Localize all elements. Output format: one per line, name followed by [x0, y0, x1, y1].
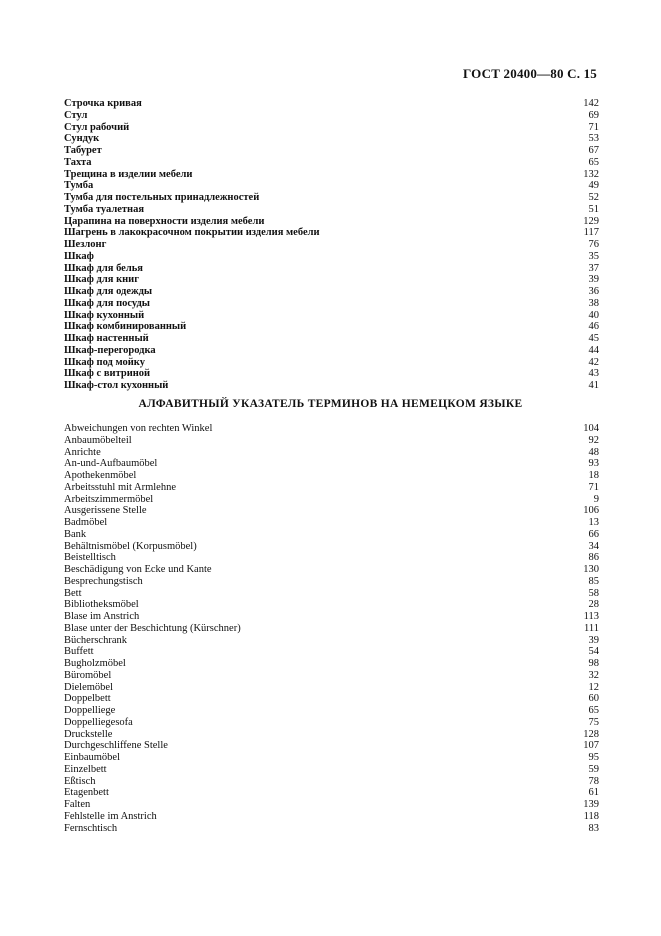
term-text: Bank — [64, 528, 87, 540]
term-number: 132 — [583, 168, 599, 180]
term-number: 93 — [588, 458, 599, 470]
term-number: 142 — [583, 98, 599, 109]
term-text: Шкаф для книг — [64, 274, 139, 286]
list-item — [64, 823, 599, 835]
list-item — [64, 776, 599, 788]
term-text: Шкаф под мойку — [64, 356, 145, 368]
page-header: ГОСТ 20400—80 С. 15 — [463, 66, 597, 81]
term-number: 44 — [588, 344, 599, 356]
list-item — [64, 310, 599, 322]
term-number: 104 — [583, 423, 599, 434]
term-number: 66 — [588, 528, 599, 540]
term-text: Besprechungstisch — [64, 575, 143, 587]
term-text: Шкаф — [64, 250, 94, 262]
term-number: 111 — [584, 622, 599, 634]
term-number: 69 — [588, 109, 599, 121]
list-item — [64, 435, 599, 447]
term-text: Тумба для постельных принадлежностей — [64, 192, 260, 203]
term-number: 18 — [588, 470, 599, 481]
term-number: 117 — [583, 227, 599, 239]
term-number: 59 — [588, 763, 599, 775]
list-item — [64, 576, 599, 588]
term-text: Царапина на поверхности изделия мебели — [64, 215, 265, 227]
list-item — [64, 251, 599, 263]
list-item — [64, 423, 599, 435]
term-number: 128 — [583, 728, 599, 740]
term-number: 41 — [588, 380, 599, 391]
term-text: Anbaumöbelteil — [64, 434, 132, 446]
term-number: 98 — [588, 658, 599, 669]
term-number: 48 — [588, 446, 599, 458]
list-item — [64, 145, 599, 157]
term-number: 37 — [588, 262, 599, 274]
term-text: Тахта — [64, 156, 92, 168]
term-number: 51 — [588, 203, 599, 215]
list-item — [64, 458, 599, 470]
term-number: 38 — [588, 297, 599, 309]
term-text: Шкаф настенный — [64, 333, 149, 344]
term-text: Bibliotheksmöbel — [64, 599, 139, 611]
list-item — [64, 611, 599, 623]
term-number: 130 — [583, 564, 599, 575]
term-text: Einzelbett — [64, 763, 107, 775]
term-number: 107 — [583, 740, 599, 752]
term-number: 35 — [588, 250, 599, 262]
term-text: Etagenbett — [64, 787, 109, 799]
term-text: Трещина в изделии мебели — [64, 168, 193, 180]
term-number: 139 — [583, 799, 599, 810]
term-text: Anrichte — [64, 446, 101, 458]
term-text: Шкаф-стол кухонный — [64, 380, 169, 391]
list-item — [64, 635, 599, 647]
term-text: Doppelbett — [64, 693, 111, 705]
list-item — [64, 564, 599, 576]
term-text: Einbaumöbel — [64, 752, 120, 763]
term-text: Шкаф для посуды — [64, 297, 150, 309]
list-item — [64, 110, 599, 122]
term-text: Шкаф для одежды — [64, 286, 153, 297]
list-item — [64, 368, 599, 380]
list-item — [64, 787, 599, 799]
list-item — [64, 494, 599, 506]
term-number: 67 — [588, 145, 599, 156]
list-item — [64, 529, 599, 541]
term-text: Beschädigung von Ecke und Kante — [64, 564, 212, 575]
list-item — [64, 552, 599, 564]
list-item — [64, 764, 599, 776]
term-number: 78 — [588, 775, 599, 787]
list-item — [64, 482, 599, 494]
list-item — [64, 180, 599, 192]
list-item — [64, 204, 599, 216]
term-number: 58 — [588, 587, 599, 599]
term-number: 42 — [588, 356, 599, 368]
term-number: 9 — [593, 493, 599, 505]
term-text: Bugholzmöbel — [64, 658, 126, 669]
list-item — [64, 274, 599, 286]
term-text: Blase im Anstrich — [64, 611, 140, 622]
term-number: 36 — [588, 286, 599, 297]
term-text: Eßtisch — [64, 775, 96, 787]
term-number: 39 — [588, 274, 599, 286]
term-number: 39 — [588, 634, 599, 646]
list-item — [64, 505, 599, 517]
list-item — [64, 227, 599, 239]
term-number: 106 — [583, 505, 599, 517]
list-item — [64, 588, 599, 600]
list-item — [64, 599, 599, 611]
term-number: 54 — [588, 646, 599, 658]
list-item — [64, 216, 599, 228]
term-text: Шкаф-перегородка — [64, 344, 156, 356]
term-text: Doppelliege — [64, 705, 116, 716]
term-text: Сундук — [64, 133, 100, 145]
list-item — [64, 623, 599, 635]
term-text: Тумба туалетная — [64, 203, 145, 215]
list-item — [64, 286, 599, 298]
term-text: Dielemöbel — [64, 681, 113, 693]
term-text: Тумба — [64, 180, 94, 192]
term-number: 45 — [588, 333, 599, 344]
term-text: Шезлонг — [64, 239, 107, 250]
term-number: 13 — [588, 517, 599, 528]
term-text: Стул рабочий — [64, 121, 130, 133]
list-item — [64, 239, 599, 251]
term-number: 43 — [588, 368, 599, 380]
list-item — [64, 133, 599, 145]
term-number: 75 — [588, 716, 599, 728]
term-text: Строчка кривая — [64, 98, 142, 109]
russian-terms-list — [64, 98, 599, 392]
list-item — [64, 357, 599, 369]
term-number: 92 — [588, 434, 599, 446]
term-number: 118 — [583, 810, 599, 822]
term-number: 76 — [588, 239, 599, 250]
term-text: Abweichungen von rechten Winkel — [64, 423, 213, 434]
list-item — [64, 263, 599, 275]
list-item — [64, 122, 599, 134]
section-title: АЛФАВИТНЫЙ УКАЗАТЕЛЬ ТЕРМИНОВ НА НЕМЕЦКОМ ЯЗЫКЕ — [138, 398, 523, 410]
term-text: Шкаф для белья — [64, 262, 143, 274]
term-text: Стул — [64, 109, 88, 121]
list-item — [64, 717, 599, 729]
list-item — [64, 705, 599, 717]
term-number: 83 — [588, 822, 599, 834]
term-number: 95 — [588, 752, 599, 763]
list-item — [64, 298, 599, 310]
term-text: An-und-Aufbaumöbel — [64, 458, 158, 470]
list-item — [64, 321, 599, 333]
term-number: 60 — [588, 693, 599, 705]
term-text: Behältnismöbel (Korpusmöbel) — [64, 540, 197, 552]
term-text: Шкаф комбинированный — [64, 321, 187, 333]
list-item — [64, 447, 599, 459]
term-text: Falten — [64, 799, 91, 810]
term-text: Ausgerissene Stelle — [64, 505, 147, 517]
term-text: Шкаф с витриной — [64, 368, 151, 380]
list-item — [64, 693, 599, 705]
term-text: Fernschtisch — [64, 822, 118, 834]
list-item — [64, 729, 599, 741]
list-item — [64, 380, 599, 392]
list-item — [64, 752, 599, 764]
term-number: 61 — [588, 787, 599, 799]
term-number: 71 — [588, 481, 599, 493]
term-text: Durchgeschliffene Stelle — [64, 740, 168, 752]
term-text: Druckstelle — [64, 728, 113, 740]
list-item — [64, 517, 599, 529]
list-item — [64, 541, 599, 553]
term-text: Blase unter der Beschichtung (Kürschner) — [64, 622, 241, 634]
term-number: 129 — [583, 215, 599, 227]
list-item — [64, 192, 599, 204]
term-text: Шагрень в лакокрасочном покрытии изделия мебели — [64, 227, 320, 239]
term-number: 52 — [588, 192, 599, 203]
list-item — [64, 646, 599, 658]
list-item — [64, 682, 599, 694]
term-text: Arbeitsstuhl mit Armlehne — [64, 481, 176, 493]
term-number: 40 — [588, 309, 599, 321]
term-text: Bett — [64, 587, 82, 599]
term-text: Beistelltisch — [64, 552, 116, 564]
term-number: 71 — [588, 121, 599, 133]
term-text: Buffett — [64, 646, 94, 658]
list-item — [64, 658, 599, 670]
term-number: 85 — [588, 575, 599, 587]
term-number: 32 — [588, 669, 599, 681]
term-number: 34 — [588, 540, 599, 552]
term-text: Табурет — [64, 145, 102, 156]
german-terms-list — [64, 423, 599, 834]
list-item — [64, 98, 599, 110]
term-number: 53 — [588, 133, 599, 145]
list-item — [64, 670, 599, 682]
term-number: 28 — [588, 599, 599, 611]
term-number: 65 — [588, 705, 599, 716]
term-text: Büromöbel — [64, 669, 112, 681]
list-item — [64, 345, 599, 357]
term-text: Badmöbel — [64, 517, 108, 528]
list-item — [64, 740, 599, 752]
term-text: Doppelliegesofa — [64, 716, 133, 728]
term-number: 86 — [588, 552, 599, 564]
term-text: Apothekenmöbel — [64, 470, 137, 481]
term-text: Fehlstelle im Anstrich — [64, 810, 157, 822]
term-number: 113 — [583, 611, 599, 622]
list-item — [64, 811, 599, 823]
term-number: 12 — [588, 681, 599, 693]
list-item — [64, 799, 599, 811]
term-text: Bücherschrank — [64, 634, 127, 646]
list-item — [64, 157, 599, 169]
term-text: Шкаф кухонный — [64, 309, 145, 321]
term-number: 65 — [588, 156, 599, 168]
term-text: Arbeitszimmermöbel — [64, 493, 154, 505]
list-item — [64, 169, 599, 181]
list-item — [64, 333, 599, 345]
term-number: 49 — [588, 180, 599, 192]
list-item — [64, 470, 599, 482]
term-number: 46 — [588, 321, 599, 333]
